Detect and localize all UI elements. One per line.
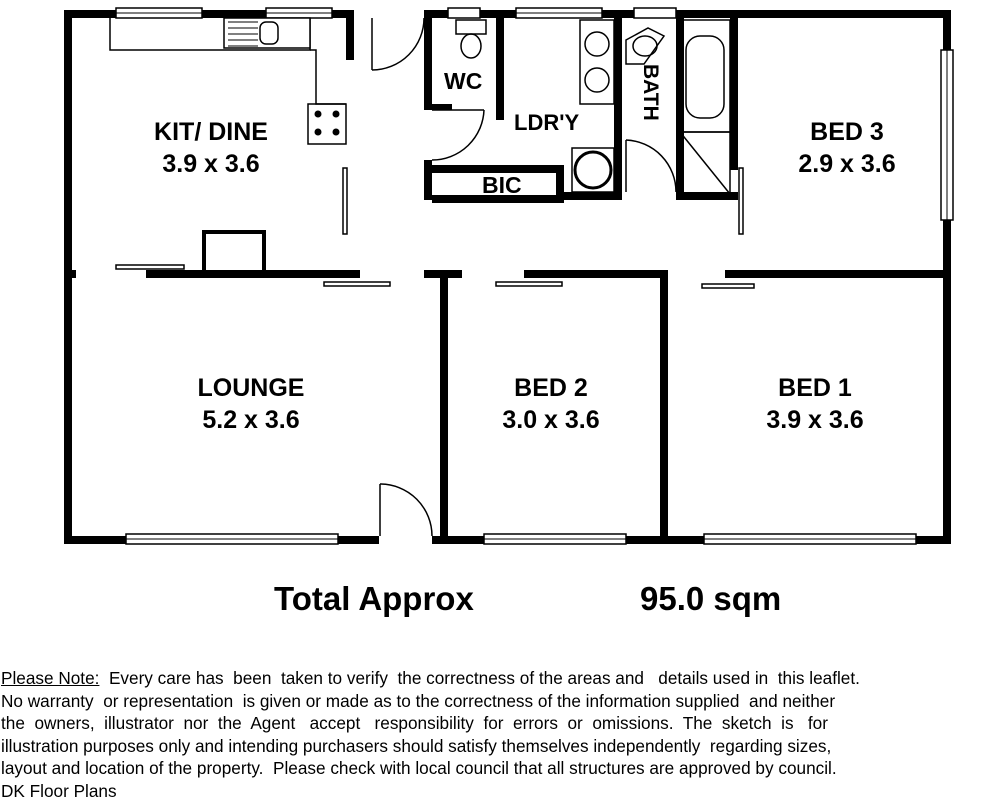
interior-walls xyxy=(64,10,951,544)
room-label-bed3 xyxy=(757,116,937,180)
room-dimensions: 3.9 x 3.6 xyxy=(766,406,864,434)
room-name: BED 3 xyxy=(810,118,884,146)
room-name: BED 2 xyxy=(514,374,588,402)
total-area-label: Total Approx xyxy=(274,580,474,617)
disclaimer-line-2: No warranty or representation is given or made as to the correctness of the information supplied and neither xyxy=(1,690,836,711)
disclaimer-line-6: DK Floor Plans xyxy=(1,780,117,801)
room-label-lounge xyxy=(161,372,341,436)
room-label-bath: BATH xyxy=(639,64,662,121)
room-label-kit-dine xyxy=(121,116,301,180)
room-name: KIT/ DINE xyxy=(154,118,268,146)
disclaimer-line-4: illustration purposes only and intending purchasers should satisfy themselves independently regarding sizes, xyxy=(1,735,832,756)
room-dimensions: 3.9 x 3.6 xyxy=(162,150,260,178)
room-label-bic: BIC xyxy=(482,172,522,198)
room-dimensions: 5.2 x 3.6 xyxy=(202,406,300,434)
room-label-wc: WC xyxy=(444,68,483,94)
room-label-bed1 xyxy=(725,372,905,436)
cooktop-burners xyxy=(315,111,340,136)
total-area-value: 95.0 sqm xyxy=(640,580,782,617)
room-name: LOUNGE xyxy=(197,374,305,402)
disclaimer-note xyxy=(1,667,1000,803)
wc-fixtures xyxy=(456,20,486,58)
room-label-laundry: LDR'Y xyxy=(514,110,580,135)
disclaimer-text: Every care has been taken to verify the correctness of the areas and details used in this leaflet. xyxy=(99,668,860,688)
disclaimer-line-5: layout and location of the property. Please check with local council that all structures are approved by council. xyxy=(1,758,837,779)
room-name: BED 1 xyxy=(778,374,852,402)
disclaimer-line-3: the owners, illustrator nor the Agent accept responsibility for errors or omissions. The sketch is for xyxy=(1,713,828,734)
room-label-bed2 xyxy=(461,372,641,436)
room-dimensions: 3.0 x 3.6 xyxy=(502,406,600,434)
room-dimensions: 2.9 x 3.6 xyxy=(798,150,896,178)
laundry-fixtures xyxy=(572,20,614,192)
disclaimer-heading: Please Note: xyxy=(1,668,100,688)
disclaimer-line-1 xyxy=(1,667,1000,690)
